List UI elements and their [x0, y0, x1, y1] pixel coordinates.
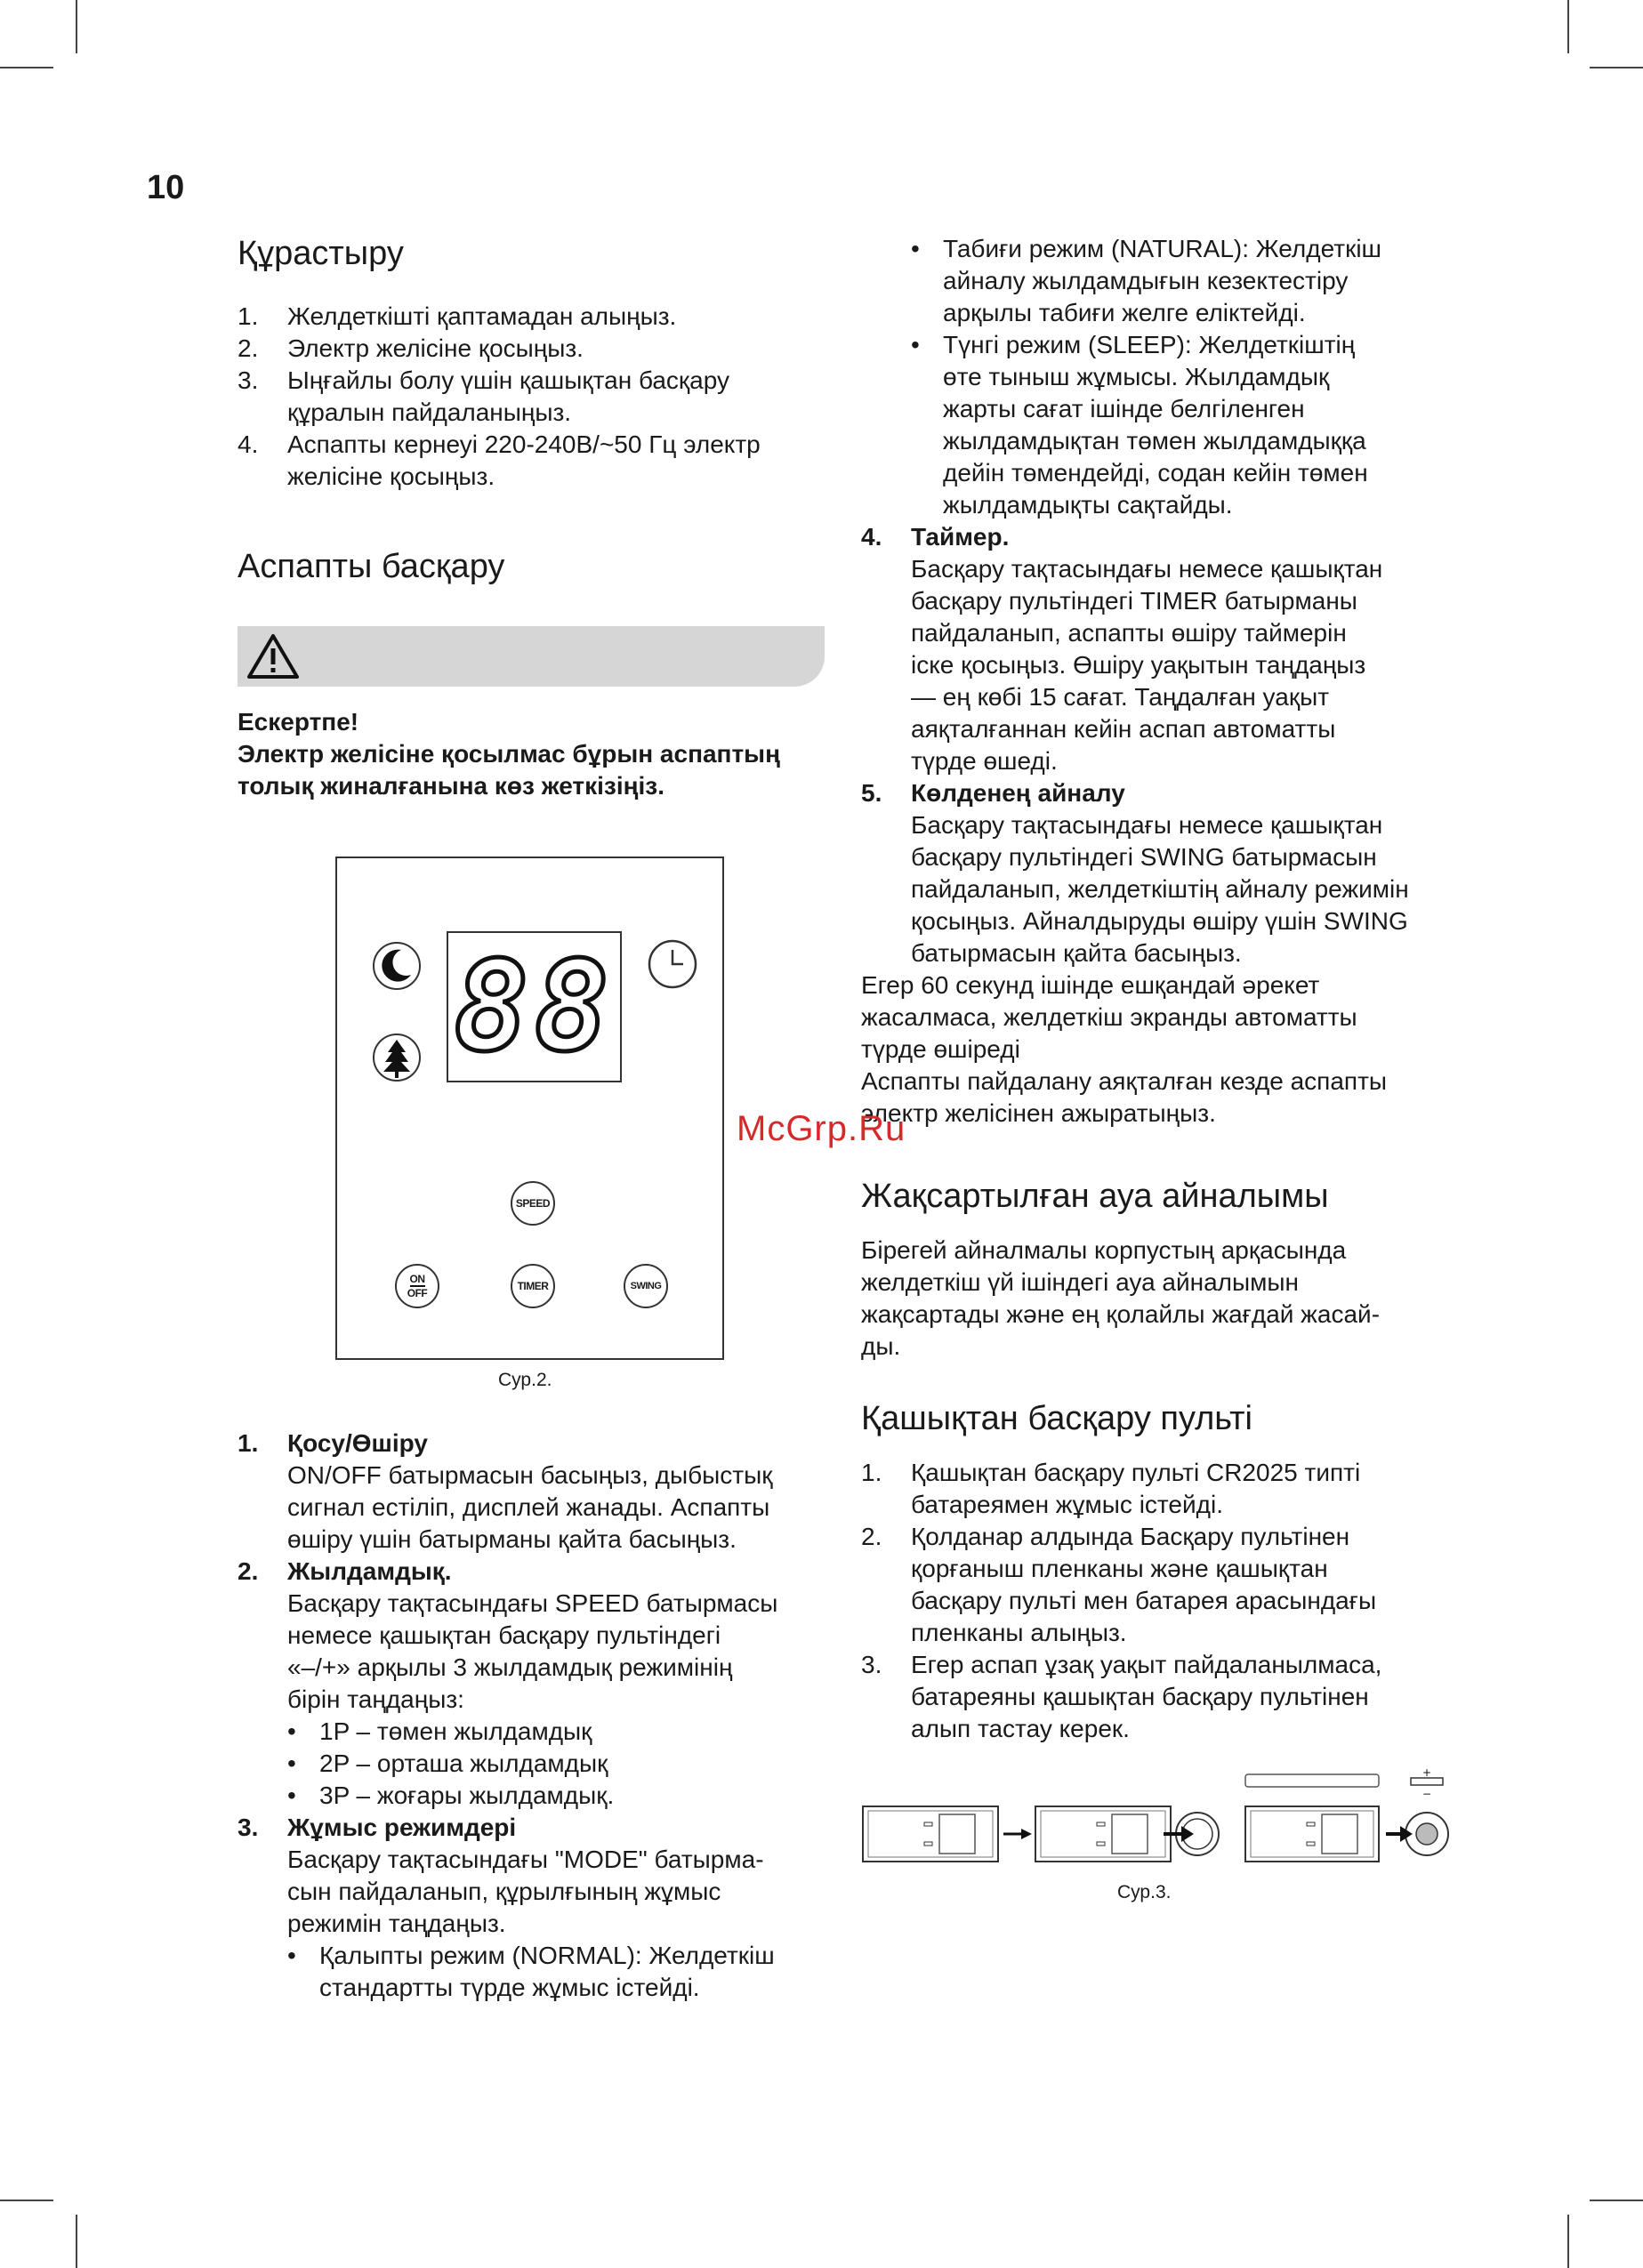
- assembly-steps: [238, 301, 825, 493]
- list-item: 2. Қолданар алдында Басқару пультінен қорғаныш пленканы және қашықтан басқару пульті мен батарея арасындағы пленканы алыңыз.: [861, 1523, 1377, 1646]
- plus-label: +: [1422, 1766, 1432, 1779]
- remote-steps: [861, 1457, 1457, 1745]
- bullet-item: • Қалыпты режим (NORMAL): Желдеткіш стандартты түрде жұмыс істейді.: [287, 1942, 775, 2001]
- crop-mark: [0, 2200, 53, 2201]
- on-label: ON: [409, 1273, 425, 1285]
- list-item: 2. Электр желісіне қосыңыз.: [238, 334, 584, 362]
- right-column: [861, 233, 1457, 1745]
- list-item: 3. Жұмыс режимдері Басқару тақтасындағы "MODE" батырма- сын пайдаланып, құрылғының жұмыс режимін таңдаңыз. • Қалыпты режим (NORMAL): Желдеткіш стандартты түрде жұмыс істейді.: [238, 1812, 842, 2004]
- warning-triangle-icon: [246, 632, 300, 680]
- functions-left: [238, 1428, 842, 2004]
- list-item: 1. Қосу/Өшіру ON/OFF батырмасын басыңыз, дыбыстық сигнал естіліп, дисплей жанады. Аспапты өшіру үшін батырманы қайта басыңыз.: [238, 1429, 773, 1553]
- clock-icon: [647, 938, 698, 990]
- control-title: Аспапты басқару: [238, 548, 505, 585]
- mode-bullets-continued: [861, 233, 1457, 521]
- bullet-item: • 2P – орташа жылдамдық: [287, 1749, 608, 1777]
- crop-mark: [76, 0, 77, 53]
- crop-mark: [1590, 67, 1643, 68]
- function-list: [861, 521, 1457, 969]
- crop-mark: [1567, 2215, 1569, 2268]
- bullet-item: • Табиғи режим (NATURAL): Желдеткіш айналу жылдамдығын кезектестіру арқылы табиғи желге еліктейді.: [911, 235, 1382, 326]
- crop-mark: [1567, 0, 1569, 53]
- display-value: 88: [454, 935, 615, 1080]
- airflow-title: Жақсартылған ауа айналымы: [861, 1178, 1329, 1215]
- list-item: 5. Көлденең айналу Басқару тақтасындағы немесе қашықтан басқару пультіндегі SWING батырмасын пайдаланып, желдеткіштің айналу режимін қосыңыз. Айналдыруды өшіру үшін SWING батырмасын қайта басыңыз.: [861, 779, 1409, 967]
- battery-icon: [1164, 1813, 1219, 1855]
- bullet-item: • 1P – төмен жылдамдық: [287, 1717, 592, 1745]
- list-item: 3. Егер аспап ұзақ уақыт пайдаланылмаса, батареяны қашықтан басқару пультінен алып тастау керек.: [861, 1651, 1382, 1742]
- control-panel-figure: [335, 857, 724, 1360]
- list-item: 1. Желдеткішті қаптамадан алыңыз.: [238, 302, 677, 330]
- list-item: 4. Аспапты кернеуі 220-240В/~50 Гц электр желісіне қосыңыз.: [238, 430, 761, 490]
- list-item: 2. Жылдамдық. Басқару тақтасындағы SPEED батырмасы немесе қашықтан басқару пультіндегі «–/+» арқылы 3 жылдамдық режимінің бірін таңдаңыз: • 1P – төмен жылдамдық • 2P – орташа жылдамдық • 3P – жоғары жылдамдық.: [238, 1556, 842, 1812]
- moon-icon: [372, 941, 422, 991]
- figure-caption: Сур.2.: [498, 1370, 552, 1390]
- off-label: OFF: [407, 1287, 428, 1299]
- airflow-text: Бірегей айналмалы корпустың арқасында желдеткіш үй ішіндегі ауа айналымын жақсартады және ең қолайлы жағдай жасай- ды.: [861, 1236, 1381, 1360]
- crop-mark: [0, 67, 53, 68]
- bullet-item: • Түнгі режим (SLEEP): Желдеткіштің өте тыныш жұмысы. Жылдамдық жарты сағат ішінде белгіленген жылдамдықтан төмен жылдамдыққа дейін төмендейді, содан кейін төмен жылдамдықты сақтайды.: [911, 331, 1368, 519]
- remote-illustration: [863, 1806, 998, 1862]
- led-display: [447, 931, 622, 1082]
- warning-bar: [238, 626, 825, 687]
- arrow-icon: [1021, 1829, 1032, 1839]
- after-text: Егер 60 секунд ішінде ешқандай әрекет жасалмаса, желдеткіш экранды автоматты түрде өшіреді Аспапты пайдалану аяқталған кезде аспапты электр желісінен ажыратыңыз.: [861, 971, 1388, 1127]
- figure-caption: Сур.3.: [1117, 1882, 1172, 1902]
- list-item: 1. Қашықтан басқару пульті CR2025 типті батареямен жұмыс істейді.: [861, 1459, 1361, 1518]
- speed-button[interactable]: SPEED: [511, 1181, 555, 1226]
- list-item: 3. Ыңғайлы болу үшін қашықтан басқару құралын пайдаланыңыз.: [238, 366, 729, 426]
- minus-label: −: [1422, 1788, 1432, 1800]
- left-column: [238, 233, 825, 802]
- list-item: 4. Таймер. Басқару тақтасындағы немесе қашықтан басқару пультіндегі TIMER батырманы пайдаланып, аспапты өшіру таймерін іске қосыңыз. Өшіру уақытын таңдаңыз — ең көбі 15 сағат. Таңдалған уақыт аяқталғаннан кейін аспап автоматты түрде өшеді.: [861, 523, 1383, 775]
- battery-figure: [861, 1765, 1457, 1872]
- assembly-title: Құрастыру: [238, 235, 404, 272]
- watermark: McGrp.Ru: [737, 1109, 906, 1148]
- timer-button[interactable]: TIMER: [511, 1264, 555, 1308]
- remote-title: Қашықтан басқару пульті: [861, 1400, 1252, 1437]
- remote-illustration: [1245, 1774, 1379, 1862]
- bullet-item: • 3P – жоғары жылдамдық.: [287, 1781, 615, 1809]
- tree-icon: [372, 1033, 422, 1082]
- crop-mark: [76, 2215, 77, 2268]
- swing-button[interactable]: SWING: [624, 1264, 668, 1308]
- function-list: [238, 1428, 842, 2004]
- note-line: толық жиналғанына көз жеткізіңіз.: [238, 772, 664, 800]
- crop-mark: [1590, 2200, 1643, 2201]
- note-title: Ескертпе!: [238, 708, 359, 736]
- battery-icon: [1386, 1766, 1448, 1855]
- page-number: 10: [147, 169, 185, 206]
- on-off-button[interactable]: [395, 1264, 439, 1308]
- remote-illustration: [1035, 1806, 1171, 1862]
- note-line: Электр желісіне қосылмас бұрын аспаптың: [238, 740, 780, 768]
